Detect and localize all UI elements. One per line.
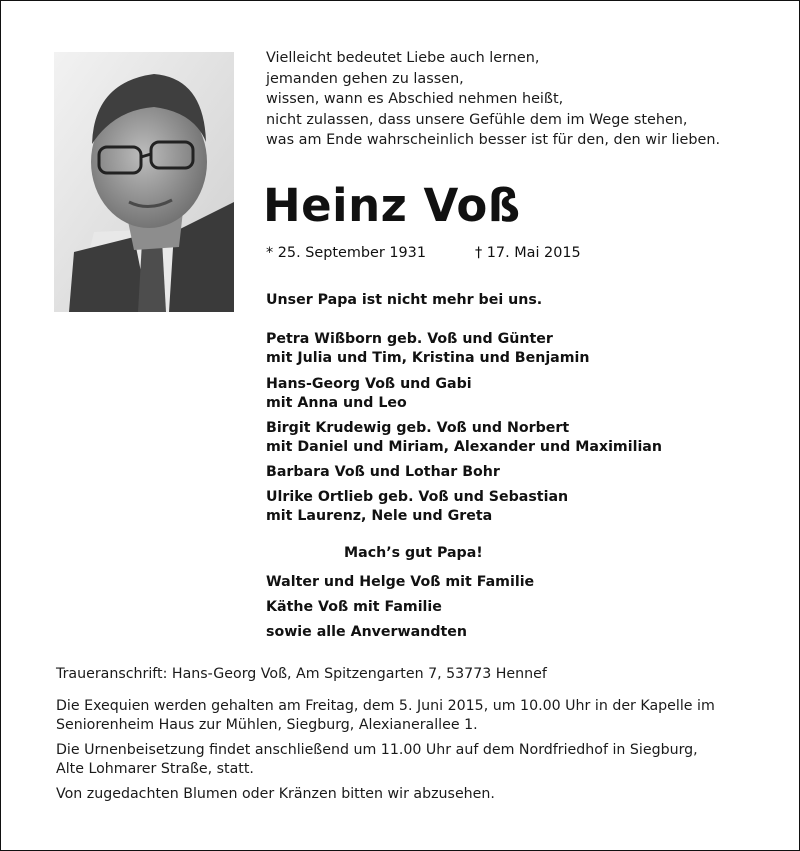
relatives-line: Walter und Helge Voß mit Familie — [266, 574, 535, 590]
service-note: Alte Lohmarer Straße, statt. — [56, 761, 254, 777]
poem-line: nicht zulassen, dass unsere Gefühle dem im Wege stehen, — [266, 111, 688, 128]
mourning-address: Traueranschrift: Hans-Georg Voß, Am Spitzengarten 7, 53773 Hennef — [56, 666, 547, 682]
family-line: Petra Wißborn geb. Voß und Günter — [266, 331, 553, 347]
life-dates — [266, 243, 581, 263]
family-line: mit Laurenz, Nele und Greta — [266, 508, 493, 524]
poem — [266, 48, 766, 151]
intro-text: Unser Papa ist nicht mehr bei uns. — [266, 292, 543, 308]
poem-line: Vielleicht bedeutet Liebe auch lernen, — [266, 50, 540, 66]
family-line: Birgit Krudewig geb. Voß und Norbert — [266, 420, 570, 436]
service-note: Seniorenheim Haus zur Mühlen, Siegburg, Alexianerallee 1. — [56, 717, 478, 733]
service-note: Die Urnenbeisetzung findet anschließend um 11.00 Uhr auf dem Nordfriedhof in Siegburg, — [56, 742, 698, 758]
portrait-photo — [54, 52, 234, 312]
birth-date: * 25. September 1931 — [266, 245, 426, 261]
family-line: mit Daniel und Miriam, Alexander und Maximilian — [266, 439, 662, 455]
family-line: Hans-Georg Voß und Gabi — [266, 376, 472, 392]
farewell-text: Mach’s gut Papa! — [344, 545, 483, 561]
death-date: † 17. Mai 2015 — [475, 245, 581, 261]
family-line: Ulrike Ortlieb geb. Voß und Sebastian — [266, 489, 569, 505]
deceased-name: Heinz Voß — [263, 179, 521, 232]
poem-line: jemanden gehen zu lassen, — [266, 70, 464, 87]
service-note: Die Exequien werden gehalten am Freitag, dem 5. Juni 2015, um 10.00 Uhr in der Kapelle im — [56, 698, 715, 714]
poem-line: wissen, wann es Abschied nehmen heißt, — [266, 91, 564, 107]
family-line: mit Julia und Tim, Kristina und Benjamin — [266, 350, 590, 366]
relatives-line: sowie alle Anverwandten — [266, 624, 467, 640]
poem-line: was am Ende wahrscheinlich besser ist für den, den wir lieben. — [266, 132, 721, 148]
service-note: Von zugedachten Blumen oder Kränzen bitten wir abzusehen. — [56, 786, 495, 802]
relatives-line: Käthe Voß mit Familie — [266, 599, 442, 615]
family-line: mit Anna und Leo — [266, 395, 407, 411]
family-line: Barbara Voß und Lothar Bohr — [266, 464, 500, 480]
